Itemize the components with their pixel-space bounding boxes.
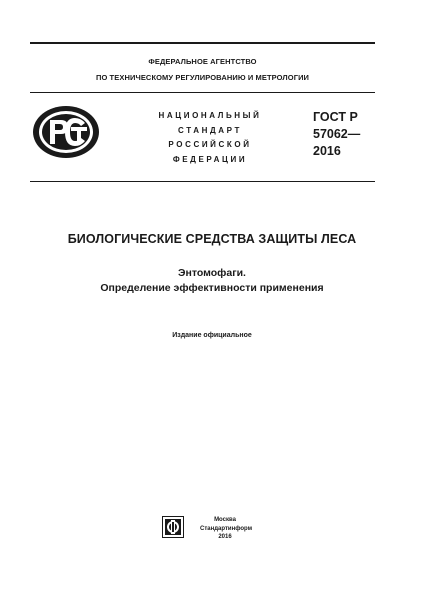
standard-code-line: ГОСТ Р	[313, 110, 358, 124]
standard-code-line: 57062—	[313, 127, 361, 141]
publisher-city: Москва	[214, 517, 236, 523]
national-line: НАЦИОНАЛЬНЫЙ	[158, 111, 262, 120]
edition-label: Издание официальное	[172, 332, 252, 339]
national-standard-label	[146, 109, 274, 167]
subtitle-line: Определение эффективности применения	[100, 282, 324, 294]
top-rule	[30, 42, 375, 44]
document-title: БИОЛОГИЧЕСКИЕ СРЕДСТВА ЗАЩИТЫ ЛЕСА	[67, 232, 357, 246]
document-subtitle	[0, 266, 424, 296]
middle-rule	[30, 92, 375, 93]
agency-name-line-1: ФЕДЕРАЛЬНОЕ АГЕНТСТВО	[148, 57, 257, 66]
standartinform-logo-icon	[162, 516, 184, 538]
national-line: СТАНДАРТ	[178, 125, 242, 135]
publisher-name: Стандартинформ	[200, 525, 253, 532]
publisher-info	[200, 516, 253, 542]
lower-rule	[30, 181, 375, 182]
subtitle-line: Энтомофаги.	[178, 267, 246, 279]
national-line: РОССИЙСКОЙ	[168, 140, 252, 149]
standard-code	[313, 109, 360, 160]
agency-name-line-2: ПО ТЕХНИЧЕСКОМУ РЕГУЛИРОВАНИЮ И МЕТРОЛОГИИ	[95, 73, 310, 82]
national-line: ФЕДЕРАЦИИ	[172, 154, 248, 164]
rst-certification-mark-icon	[31, 104, 101, 160]
standard-code-line: 2016	[313, 144, 341, 158]
publisher-year: 2016	[218, 534, 232, 540]
